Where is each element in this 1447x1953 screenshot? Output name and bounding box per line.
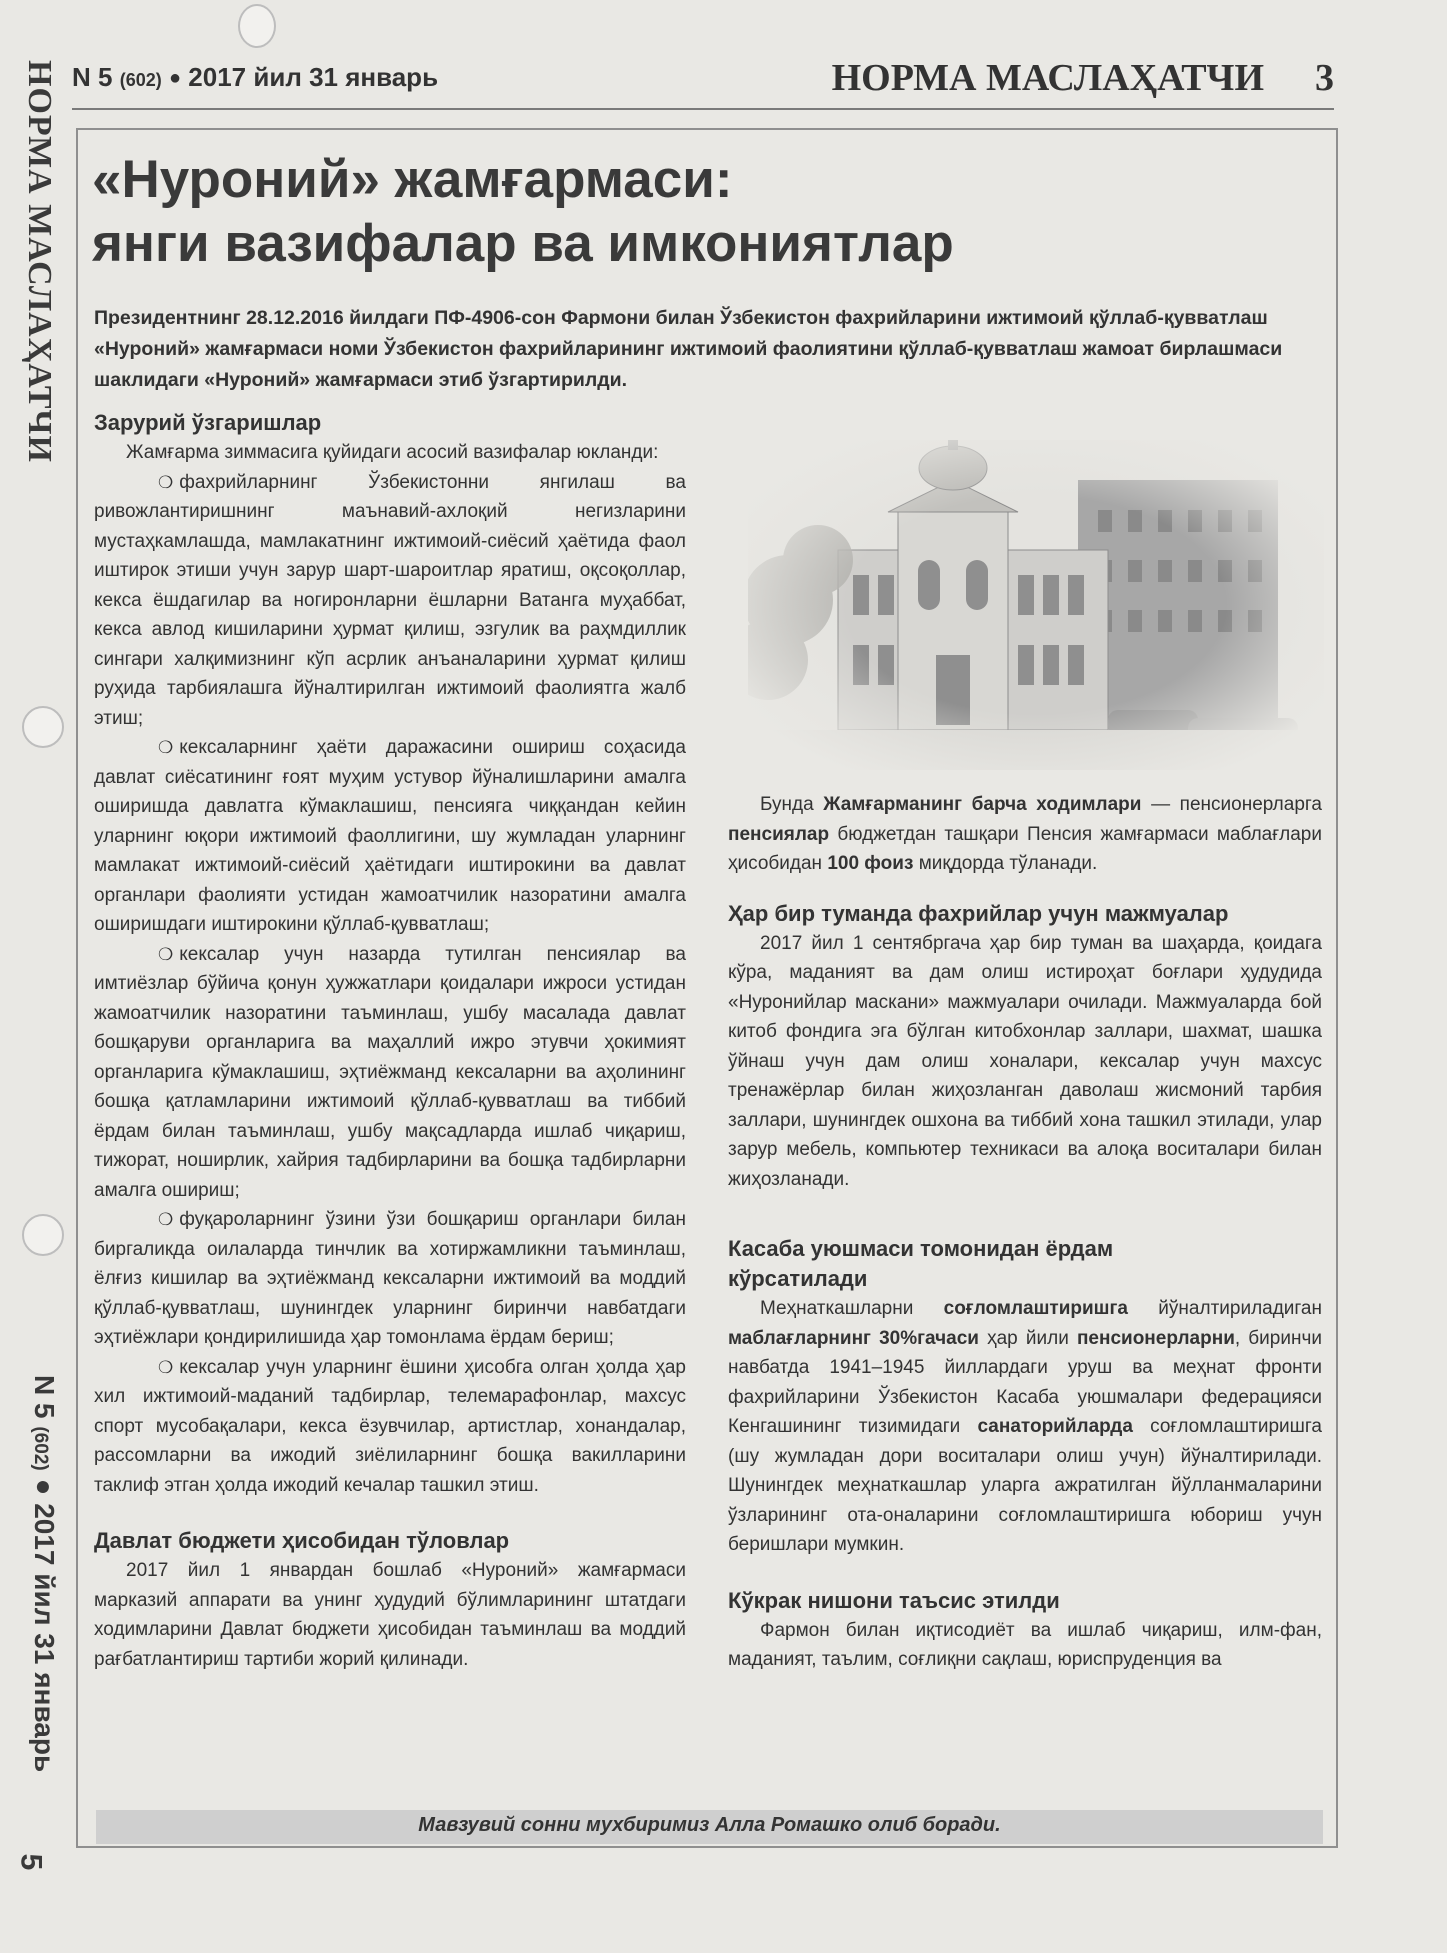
vertical-brand: НОРМА МАСЛАҲАТЧИ	[21, 60, 58, 463]
bold-text: Жамғарманинг барча ходимлари	[823, 794, 1142, 815]
text-run: Бунда	[760, 794, 824, 815]
list-item	[94, 1205, 686, 1353]
list-item-text: кексаларнинг ҳаёти даражасини ошириш соҳасида давлат сиёсатининг ғоят муҳим устувор йўналишларини амалга оширишда давлатга кўмаклашиш, пенсияга чиққандан кейин уларнинг юқори ижтимоий фаоллигини, шу жумладан уларнинг мамлакат ижтимоий-сиёсий ҳаётидаги иштирокини ва давлат органлари фаолияти устидан жамоатчилик назоратини амалга оширишдаги иштирокини қўллаб-қувватлаш;	[94, 737, 686, 935]
list-item-text: фахрийларнинг Ўзбекистонни янгилаш ва ривожлантиришнинг маънавий-ахлоқий негизларини мустаҳкамлашда, мамлакатнинг ижтимоий-сиёсий ҳаётида фаол иштирок этиши учун зарур шарт-шароитлар яратиш, оқсоқоллар, кекса ёшдагилар ва ногиронларни ёшларни Ватанга муҳаббат, кекса авлод кишиларини ҳурмат қилиш, эзгулик ва раҳмдиллик сингари халқимизнинг кўп асрлик анъаналарини ҳурмат қилиш руҳида тарбиялашга йўналтирилган ижтимоий фаолиятга жалб этиш;	[94, 471, 686, 729]
text-run: , биринчи навбатда 1941–1945 йиллардаги уруш ва меҳнат фронти фахрийларини Ўзбекистон Касаба уюшмалари федерацияси Кенгашининг тизимидаги	[728, 1327, 1322, 1437]
page-number: 3	[1315, 57, 1334, 99]
list-item	[94, 733, 686, 940]
circle-bullet-icon: ❍	[158, 1210, 174, 1229]
title-line-2: янги вазифалар ва имкониятлар	[92, 214, 954, 273]
vertical-issue-separator: ●	[29, 1478, 60, 1496]
bold-text: маблағларнинг 30%гачаси	[728, 1327, 979, 1349]
circle-bullet-icon: ❍	[158, 738, 174, 757]
photo-caption-paragraph	[728, 790, 1322, 879]
paragraph: Жамғарма зиммасига қуйидаги асосий вазифалар юкланди:	[126, 442, 659, 463]
paragraph	[728, 1294, 1322, 1560]
bold-text: пенсиялар	[728, 823, 830, 845]
binder-hole-lower	[22, 1214, 64, 1256]
right-column	[728, 790, 1322, 1675]
footer-bar	[96, 1810, 1323, 1844]
section-heading: Кўкрак нишони таъсис этилди	[728, 1587, 1060, 1613]
text-run: миқдорда тўланади.	[913, 853, 1098, 874]
issue-info	[72, 62, 438, 93]
list-item	[94, 468, 686, 734]
building-photo	[748, 440, 1324, 770]
text-run: — пенсионерларга	[1141, 794, 1322, 815]
circle-bullet-icon: ❍	[158, 944, 174, 964]
binder-hole-middle	[22, 706, 64, 748]
vertical-issue	[28, 1375, 60, 1772]
section-heading: Давлат бюджети ҳисобидан тўловлар	[94, 1528, 510, 1553]
text-run: соғломлаштиришга (шу жумладан дори воситалари олиш учун) йўналтирилади. Шунингдек меҳнаткашлар уларга ажратилган йўлланмаларини ўзларининг ота-оналарини соғломлаштиришга юбориш учун беришлари мумкин.	[728, 1416, 1322, 1555]
section-heading: Касаба уюшмаси томонидан ёрдам кўрсатилади	[728, 1236, 1114, 1291]
article-title	[92, 148, 1092, 276]
vertical-issue-number: N 5	[29, 1375, 60, 1419]
left-column	[94, 408, 686, 1674]
bold-text: санаторийларда	[977, 1416, 1133, 1437]
article-lead: Президентнинг 28.12.2016 йилдаги ПФ-4906-сон Фармони билан Ўзбекистон фахрийларини ижтимоий қўллаб-қувватлаш «Нуроний» жамғармаси номи Ўзбекистон фахрийларининг ижтимоий фаолиятини қўллаб-қувватлаш жамоат бирлашмаси шаклидаги «Нуроний» жамғармаси этиб ўзгартирилди.	[94, 307, 1283, 391]
newspaper-brand: НОРМА МАСЛАҲАТЧИ	[831, 57, 1264, 99]
list-item-text: фуқароларнинг ўзини ўзи бошқариш органлари билан биргаликда оилаларда тинчлик ва хотиржамликни таъминлаш, ёлғиз кишилар ва эҳтиёжманд кексаларни ижтимоий ва моддий қўллаб-қувватлаш, шунингдек уларнинг биринчи навбатдаги эҳтиёжлари қондирилишида ҳар томонлама ёрдам бериш;	[94, 1209, 686, 1348]
issue-separator: ●	[168, 67, 182, 89]
vertical-page-number: 5	[14, 1853, 48, 1871]
bold-text: пенсионерларни	[1076, 1327, 1235, 1349]
vertical-issue-date: 2017 йил 31 январь	[29, 1503, 60, 1773]
text-run: йўналтириладиган	[1128, 1298, 1322, 1319]
footer-credit: Мавзувий сонни мухбиримиз Алла Ромашко олиб боради.	[418, 1814, 1001, 1836]
section-heading: Зарурий ўзгаришлар	[94, 410, 322, 435]
text-run: бюджетдан ташқари Пенсия жамғармаси маблағлари ҳисобидан	[728, 823, 1322, 874]
text-run: Меҳнаткашларни	[760, 1298, 944, 1319]
paragraph: Фармон билан иқтисодиёт ва ишлаб чиқариш, илм-фан, маданият, таълим, соғлиқни сақлаш, юриспруденция ва	[728, 1619, 1322, 1670]
issue-number: N 5	[72, 62, 113, 92]
list-item-text: кексалар учун назарда тутилган пенсиялар ва имтиёзлар бўйича қонун ҳужжатлари қоидалари ижроси устидан жамоатчилик назоратини таъминлаш, ушбу масалада давлат бошқаруви органларига ва маҳаллий ижро этувчи ҳокимият органларига кўмаклашиш, эҳтиёжманд кексаларни ва аҳолининг бошқа қатламларини ижтимоий қўллаб-қувватлаш ва тиббий ёрдам билан таъминлаш, ушбу мақсадларда ишлаб чиқариш, тижорат, ноширлик, хайрия тадбирларини ва бошқа тадбирларни амалга ошириш;	[94, 943, 686, 1201]
vertical-issue-count: (602)	[30, 1426, 51, 1471]
list-item	[94, 940, 686, 1206]
text-run: ҳар йили	[978, 1327, 1077, 1349]
section-heading: Ҳар бир туманда фахрийлар учун мажмуалар	[728, 900, 1229, 926]
circle-bullet-icon: ❍	[158, 472, 174, 492]
circle-bullet-icon: ❍	[158, 1357, 174, 1377]
bold-text: 100 фоиз	[827, 853, 914, 874]
issue-count: (602)	[119, 70, 162, 90]
issue-date: 2017 йил 31 январь	[188, 62, 439, 92]
title-line-1: «Нуроний» жамғармаси:	[92, 150, 733, 209]
page-header	[72, 56, 1334, 110]
paragraph: 2017 йил 1 сентябргача ҳар бир туман ва шаҳарда, қоидага кўра, маданият ва дам олиш истироҳат боғлари ҳудудида «Нуронийлар маскани» мажмуалари очилади. Мажмуаларда бой китоб фондига эга бўлган китобхонлар заллари, шахмат, шашка ўйнаш учун дам олиш хоналари, кексалар учун махсус тренажёрлар билан жиҳозланган даволаш жисмоний тарбия заллари, шунингдек ошхона ва тиббий хона ташкил этилади, улар зарур мебель, компьютер техникаси ва алоқа воситалари билан жиҳозланади.	[728, 932, 1322, 1190]
bold-text: соғломлаштиришга	[943, 1298, 1129, 1319]
list-item-text: кексалар учун уларнинг ёшини ҳисобга олган ҳолда ҳар хил ижтимоий-маданий тадбирлар, телемарафонлар, махсус спорт мусобақалари, кекса ёзувчилар, артистлар, хонандалар, рассомларни ва ижодий зиёлиларнинг бошқа вакилларини таклиф этган ҳолда ижодий кечалар ташкил этиш.	[94, 1356, 686, 1496]
list-item	[94, 1353, 686, 1501]
binder-hole-top	[238, 4, 276, 48]
paragraph: 2017 йил 1 январдан бошлаб «Нуроний» жамғармаси марказий аппарати ва унинг ҳудудий бўлимларининг штатдаги ходимларини Давлат бюджети ҳисобидан таъминлаш ва моддий рағбатлантириш тартиби жорий қилинади.	[94, 1560, 686, 1670]
